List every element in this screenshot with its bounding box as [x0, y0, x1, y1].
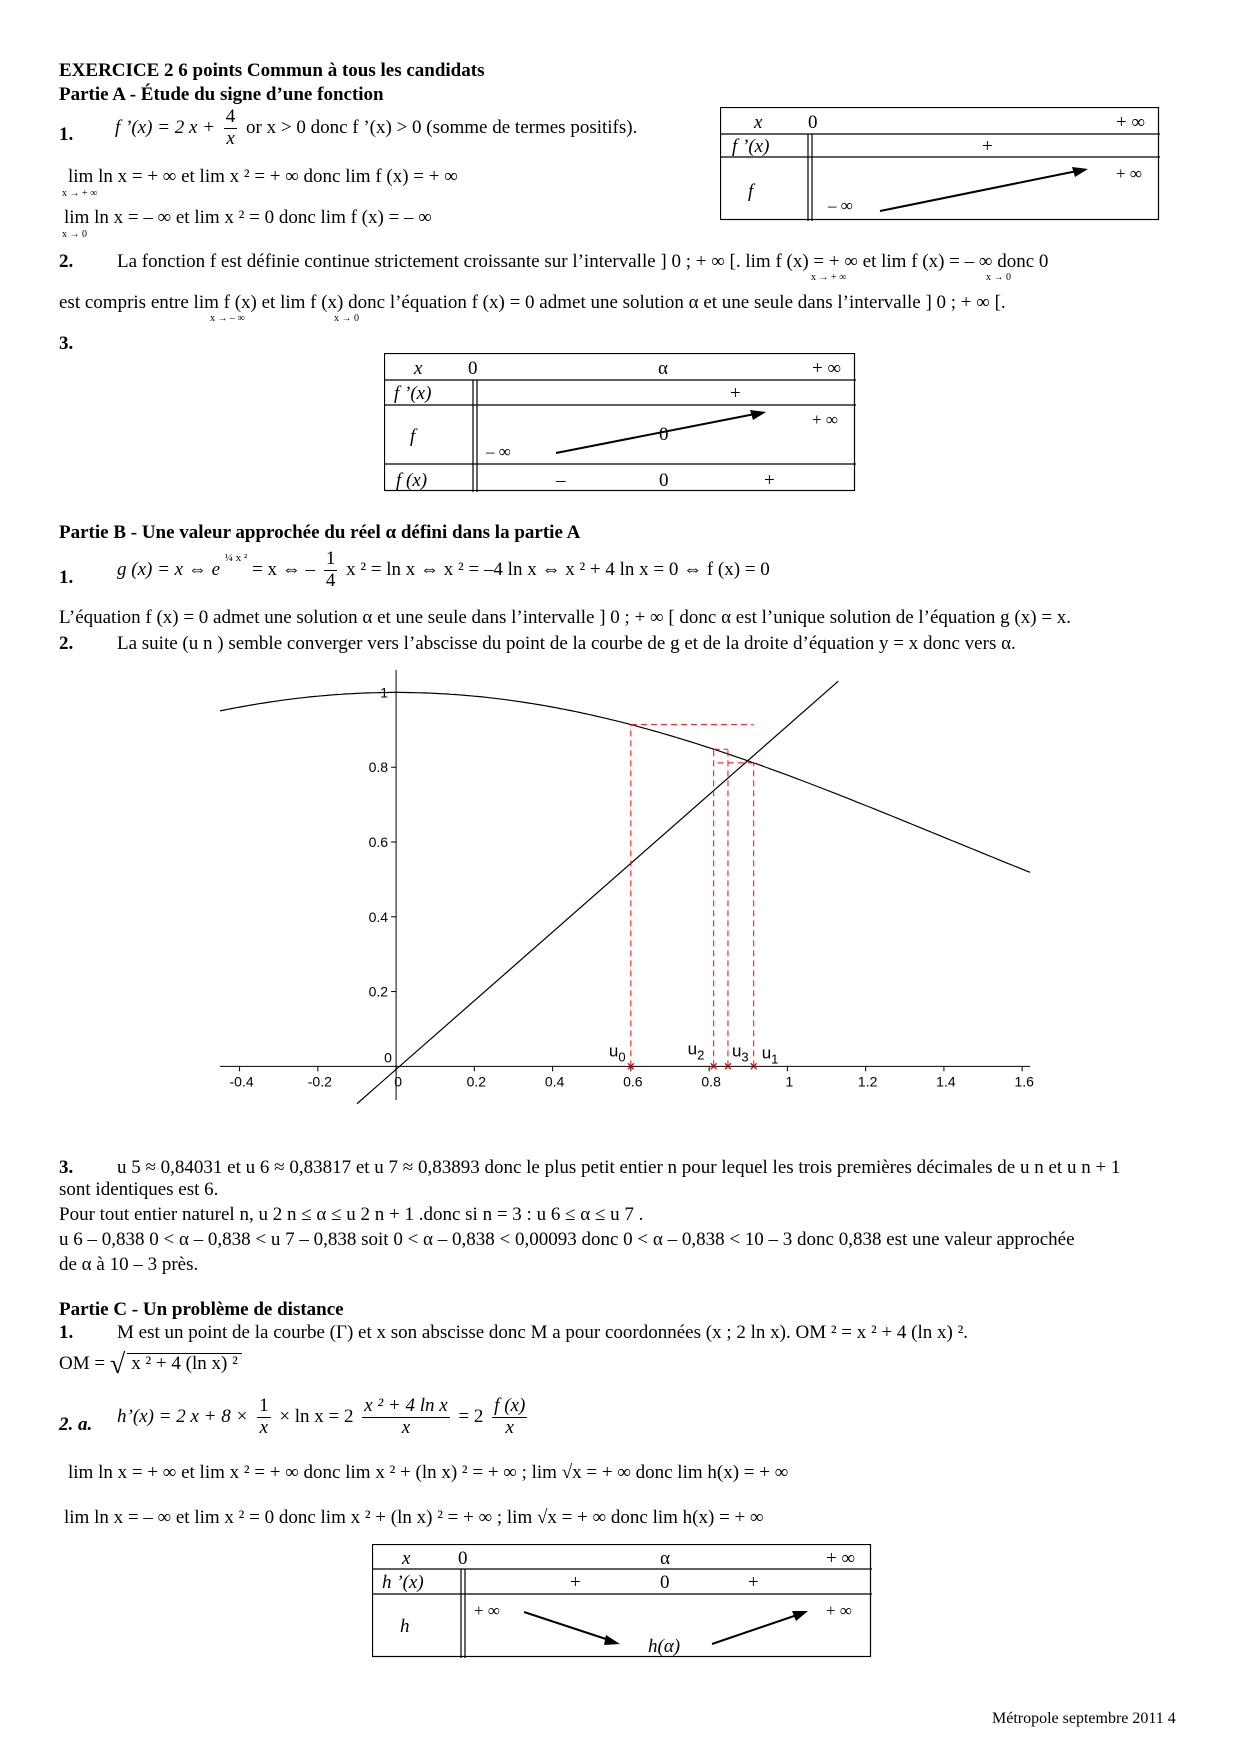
x-tick-label: -0.4 — [229, 1073, 254, 1090]
t1-zero: 0 — [808, 112, 818, 133]
b3-line1: u 5 ≈ 0,84031 et u 6 ≈ 0,83817 et u 7 ≈ 0,83893 donc le plus petit entier n pour lequel les trois premières décimales de u n et u n + 1 — [117, 1157, 1121, 1178]
sequence-label-sub: 2 — [697, 1047, 705, 1063]
t2-pinf-f: + ∞ — [812, 410, 838, 429]
sequence-label-sub: 1 — [771, 1051, 779, 1067]
t1-minf: – ∞ — [828, 196, 853, 215]
b2-number: 2. — [59, 633, 74, 654]
a1-sub-plus — [62, 188, 97, 199]
t3-arrow-up-head — [792, 1611, 808, 1621]
b3-number: 3. — [59, 1157, 74, 1178]
a2-sub-zero-2 — [334, 313, 359, 324]
t2-fprime: f ’(x) — [394, 383, 432, 404]
part-c-title: Partie C - Un problème de distance — [59, 1299, 344, 1320]
sequence-label: $u_2$ — [687, 1039, 705, 1063]
sequence-label-sub: 3 — [741, 1049, 749, 1065]
c2a-frac2 — [362, 1396, 449, 1439]
t1-arrow — [880, 170, 1082, 211]
t3-pinf-left: + ∞ — [474, 1601, 500, 1620]
t3-h: h — [400, 1616, 410, 1637]
a2-line2: est compris entre lim f (x) et lim f (x) donc l’équation f (x) = 0 admet une solution α et une seule dans l’intervalle ] 0 ; + ∞ [. — [59, 292, 1006, 313]
y-tick-label: 0.2 — [368, 983, 389, 1000]
b3-line4: u 6 – 0,838 0 < α – 0,838 < u 7 – 0,838 soit 0 < α – 0,838 < 0,00093 donc 0 < α – 0,838 < 10 – 3 donc 0,838 est une valeur approchée — [59, 1229, 1075, 1250]
a2-sub-pinf-label: x → + ∞ — [811, 272, 847, 283]
c2a-frac1 — [257, 1396, 271, 1439]
line-y-equals-x — [357, 681, 838, 1104]
b1-equation — [117, 549, 770, 592]
t1-f: f — [748, 181, 754, 202]
c1-om-sqrt: x ² + 4 (ln x) ² — [127, 1353, 242, 1375]
c2a-frac3 — [492, 1396, 527, 1439]
c2a-frac1-num: 1 — [259, 1395, 269, 1416]
a2-sub-minf — [210, 313, 245, 324]
t1-plus: + — [982, 136, 993, 157]
c2a-number: 2. a. — [59, 1414, 93, 1435]
x-tick-label: 0.4 — [544, 1073, 565, 1090]
sequence-label: $u_0$ — [608, 1041, 626, 1065]
b2-text: La suite (u n ) semble converger vers l’abscisse du point de la courbe de g et de la droite d’équation y = x donc vers α. — [117, 633, 1016, 654]
c2a-h-eq: = 2 — [458, 1405, 484, 1427]
b1-frac-den: 4 — [325, 569, 336, 591]
t3-x: x — [402, 1548, 411, 1569]
t1-pinf-f: + ∞ — [1116, 164, 1142, 183]
a2-sub-zero-1 — [986, 272, 1011, 283]
a2-sub-zero-2-label: x → 0 — [334, 313, 359, 324]
t1-pinf: + ∞ — [1116, 112, 1146, 133]
a1-derivative — [115, 107, 637, 150]
t2-f: f — [410, 426, 416, 447]
part-a-title: Partie A - Étude du signe d’une fonction — [59, 84, 384, 105]
x-tick-label: 1 — [785, 1073, 794, 1090]
t2-plus: + — [730, 383, 741, 404]
y-tick-label: 0.6 — [368, 834, 389, 850]
t3-alpha: α — [660, 1548, 670, 1569]
b1-eq-pre: g (x) = x ⇔ e — [117, 558, 221, 580]
t1-arrow-head — [1072, 167, 1088, 177]
c2a-frac1-den: x — [259, 1416, 269, 1438]
a1-frac-num: 4 — [225, 106, 236, 127]
b1-conclusion: L’équation f (x) = 0 admet une solution α et une seule dans l’intervalle ] 0 ; + ∞ [ donc α est l’unique solution de l’équation g (x) = x. — [59, 607, 1072, 628]
x-tick-label: 0 — [394, 1073, 402, 1090]
b3-line3: Pour tout entier naturel n, u 2 n ≤ α ≤ u 2 n + 1 .donc si n = 3 : u 6 ≤ α ≤ u 7 . — [59, 1204, 644, 1225]
c2a-limits-plus: lim ln x = + ∞ et lim x ² = + ∞ donc lim x ² + (ln x) ² = + ∞ ; lim √x = + ∞ donc lim h(x) = + ∞ — [68, 1462, 789, 1483]
b3-line5: de α à 10 – 3 près. — [59, 1254, 199, 1275]
sequence-label: $u_3$ — [731, 1041, 749, 1065]
c2a-derivative — [117, 1396, 531, 1439]
x-tick-label: 1.2 — [857, 1073, 878, 1090]
a1-deriv-pre: f ’(x) = 2 x + — [115, 116, 216, 138]
t2-x: x — [414, 358, 423, 379]
b1-frac-num: 1 — [325, 548, 336, 569]
origin-label: 0 — [384, 1049, 392, 1066]
a1-limits-zero: lim ln x = – ∞ et lim x ² = 0 donc lim f (x) = – ∞ — [64, 207, 432, 228]
x-tick-label: 1.6 — [1014, 1073, 1034, 1090]
sqrt-icon: √ — [109, 1349, 126, 1380]
exercise-title: EXERCICE 2 6 points Commun à tous les candidats — [59, 60, 485, 81]
t2-arrow-head — [750, 410, 766, 420]
variation-table-2 — [384, 353, 856, 492]
c2a-h-pre: h’(x) = 2 x + 8 × — [117, 1405, 249, 1427]
t2-alpha: α — [658, 358, 668, 379]
sequence-label: $u_1$ — [761, 1043, 779, 1067]
c2a-h-mid: × ln x = 2 — [279, 1405, 354, 1427]
b1-eq-post: x ² = ln x ⇔ x ² = –4 ln x ⇔ x ² + 4 ln x = 0 ⇔ f (x) = 0 — [346, 558, 770, 580]
curve-g — [220, 692, 1030, 872]
c2a-frac2-num: x ² + 4 ln x — [364, 1395, 448, 1416]
t1-x: x — [754, 112, 763, 133]
b1-fraction — [324, 549, 338, 592]
c1-om — [59, 1350, 242, 1381]
t2-arrow — [556, 413, 760, 453]
t3-arrow-down — [524, 1612, 612, 1641]
x-tick-label: 1.4 — [936, 1073, 956, 1090]
a1-sub-zero — [62, 229, 87, 240]
t3-plus: + — [570, 1572, 581, 1593]
c2a-frac3-num: f (x) — [494, 1395, 526, 1416]
b1-number: 1. — [59, 567, 74, 588]
y-tick-label: 0.8 — [368, 759, 389, 776]
t3-arrow-up — [712, 1614, 800, 1644]
t3-halpha: h(α) — [648, 1636, 681, 1657]
t2-plus2: + — [764, 470, 775, 491]
cobweb-chart — [210, 660, 1040, 1130]
t2-minus: – — [556, 470, 566, 491]
c1-line1: M est un point de la courbe (Γ) et x son abscisse donc M a pour coordonnées (x ; 2 ln x). OM ² = x ² + 4 (ln x) ². — [117, 1322, 969, 1343]
a2-sub-minf-label: x → – ∞ — [210, 313, 245, 324]
a2-line1: La fonction f est définie continue strictement croissante sur l’intervalle ] 0 ; + ∞ [. lim f (x) = + ∞ et lim f (x) = – ∞ donc 0 — [117, 251, 1049, 272]
t2-zero-mid: 0 — [659, 424, 669, 445]
x-tick-label: 0.8 — [701, 1073, 721, 1090]
a3-number: 3. — [59, 333, 74, 354]
t3-pinf-right: + ∞ — [826, 1601, 852, 1620]
a1-sub-label: x → + ∞ — [62, 188, 98, 199]
c1-om-pre: OM = — [59, 1353, 106, 1374]
a1-limits-plus: lim ln x = + ∞ et lim x ² = + ∞ donc lim f (x) = + ∞ — [68, 166, 458, 187]
t3-plus2: + — [748, 1572, 759, 1593]
x-tick-label: -0.2 — [307, 1073, 332, 1090]
t2-pinf: + ∞ — [812, 358, 842, 379]
c2a-frac2-den: x — [401, 1416, 411, 1438]
t2-fx: f (x) — [396, 470, 428, 491]
a1-fraction — [224, 107, 238, 150]
variation-table-3 — [372, 1544, 872, 1658]
c2a-limits-zero: lim ln x = – ∞ et lim x ² = 0 donc lim x ² + (ln x) ² = + ∞ ; lim √x = + ∞ donc lim h(x) = + ∞ — [64, 1507, 764, 1528]
c1-number: 1. — [59, 1322, 74, 1343]
a2-sub-zero-1-label: x → 0 — [986, 272, 1011, 283]
b1-eq-exp: ¼ x ² — [224, 551, 248, 564]
t3-hprime: h ’(x) — [382, 1572, 424, 1593]
a1-frac-den: x — [226, 127, 235, 149]
t2-zero-sign: 0 — [659, 470, 669, 491]
a2-sub-pinf — [811, 272, 846, 283]
x-tick-label: 0.6 — [623, 1073, 643, 1090]
footer-text: Métropole septembre 2011 4 — [992, 1710, 1176, 1727]
part-b-title: Partie B - Une valeur approchée du réel α défini dans la partie A — [59, 522, 581, 543]
a2-number: 2. — [59, 251, 74, 272]
a1-deriv-post: or x > 0 donc f ’(x) > 0 (somme de termes positifs). — [246, 116, 638, 138]
y-tick-label: 0.4 — [368, 908, 389, 925]
b3-line2: sont identiques est 6. — [59, 1179, 219, 1200]
c2a-frac3-den: x — [505, 1416, 514, 1438]
a1-number: 1. — [59, 124, 74, 145]
t2-zero: 0 — [468, 358, 478, 379]
y-tick-label: 1 — [380, 684, 389, 701]
t3-arrow-down-head — [604, 1635, 620, 1645]
t3-zero-sign: 0 — [660, 1572, 670, 1593]
sequence-label-sub: 0 — [618, 1049, 626, 1065]
t3-zero: 0 — [458, 1548, 468, 1569]
b1-eq-mid: = x ⇔ – — [252, 558, 316, 580]
variation-table-1 — [720, 107, 1160, 221]
x-tick-label: 0.2 — [466, 1073, 487, 1090]
a1-sub-zero-label: x → 0 — [62, 229, 87, 240]
t1-fprime: f ’(x) — [732, 136, 770, 157]
t2-minf: – ∞ — [486, 442, 511, 461]
t3-pinf: + ∞ — [826, 1548, 856, 1569]
